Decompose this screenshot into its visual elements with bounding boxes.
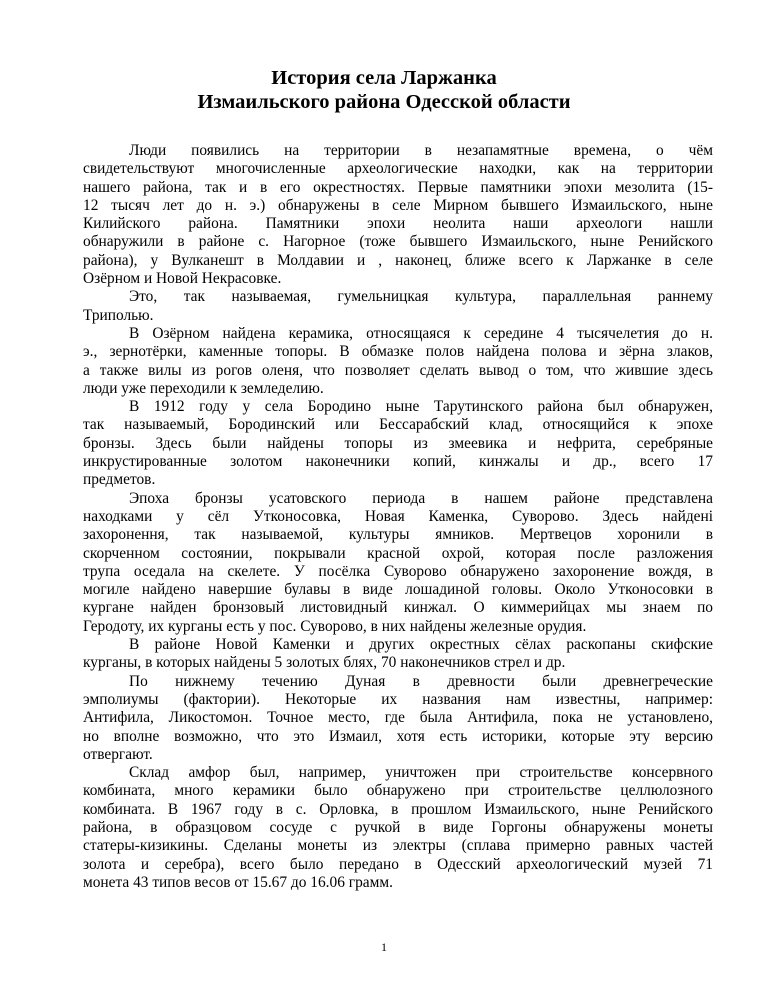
document-title	[0, 66, 768, 114]
title-line-1: История села Ларжанка	[271, 67, 497, 89]
paragraph-line: Килийского района. Памятники эпохи неолита наши археологи нашли	[83, 215, 713, 233]
paragraph-line: трупа оседала на скелете. У посёлка Суворово обнаружено захоронение вождя, в	[83, 562, 713, 580]
paragraph-line: свидетельствуют многочисленные археологические находки, как на территории	[83, 160, 713, 178]
paragraph-line: 12 тысяч лет до н. э.) обнаружены в селе Мирном бывшего Измаильского, ныне	[83, 196, 713, 214]
paragraph-line: люди уже переходили к земледелию.	[83, 379, 324, 397]
paragraph-line: находками у сёл Утконосовка, Новая Каменка, Суворово. Здесь найдені	[83, 507, 713, 525]
paragraph	[83, 288, 713, 325]
paragraph-line: Склад амфор был, например, уничтожен при строительстве консервного	[129, 764, 713, 782]
paragraph-line: В Озёрном найдена керамика, относящаяся к середине 4 тысячелетия до н.	[129, 324, 713, 342]
paragraph-line: Триполью.	[83, 306, 154, 324]
paragraph-line: инкрустированные золотом наконечники копий, кинжалы и др., всего 17	[83, 453, 713, 471]
paragraph-line: района), у Вулканешт в Молдавии и , наконец, ближе всего к Ларжанке в селе	[83, 251, 713, 269]
paragraph-line: эмполиумы (фактории). Некоторые их названия нам известны, например:	[83, 690, 713, 708]
paragraph-line: обнаружили в районе с. Нагорное (тоже бывшего Измаильского, ныне Ренийского	[83, 233, 713, 251]
paragraph-line: отвергают.	[83, 745, 153, 763]
paragraph-line: Это, так называемая, гумельницкая культура, параллельная раннему	[129, 288, 713, 306]
paragraph	[83, 325, 713, 398]
paragraph-line: Эпоха бронзы усатовского периода в нашем районе представлена	[129, 489, 713, 507]
paragraph-line: В 1912 году у села Бородино ныне Тарутинского района был обнаружен,	[129, 398, 713, 416]
paragraph-line: комбината. В 1967 году в с. Орловка, в прошлом Измаильского, ныне Ренийского	[83, 800, 713, 818]
paragraph-line: Люди появились на территории в незапамятные времена, о чём	[129, 142, 713, 159]
paragraph	[83, 490, 713, 636]
paragraph-line: нашего района, так и в его окрестностях. Первые памятники эпохи мезолита (15-	[83, 178, 713, 196]
document-body	[83, 142, 713, 892]
paragraph-line: комбината, много керамики было обнаружено при строительстве целлюлозного	[83, 782, 713, 800]
paragraph-line: Антифила, Ликостомон. Точное место, где была Антифила, пока не установлено,	[83, 709, 713, 727]
paragraph-line: Геродоту, их курганы есть у пос. Суворово, в них найдены железные орудия.	[83, 617, 587, 635]
paragraph-line: бронзы. Здесь были найдены топоры из змеевика и нефрита, серебряные	[83, 434, 713, 452]
paragraph-line: Озёрном и Новой Некрасовке.	[83, 270, 282, 288]
paragraph-line: кургане найден бронзовый листовидный кинжал. О киммерийцах мы знаем по	[83, 599, 713, 617]
page-number: 1	[381, 940, 387, 954]
paragraph-line: По нижнему течению Дуная в древности были древнегреческие	[129, 672, 713, 690]
paragraph-line: но вполне возможно, что это Измаил, хотя есть историки, которые эту версию	[83, 727, 713, 745]
paragraph	[83, 673, 713, 764]
paragraph-line: а также вилы из рогов оленя, что позволяет сделать вывод о том, что жившие здесь	[83, 361, 713, 379]
paragraph	[83, 398, 713, 489]
paragraph-line: так называемый, Бородинский или Бессарабский клад, относящийся к эпохе	[83, 416, 713, 434]
paragraph-line: скорченном состоянии, покрывали красной охрой, которая после разложения	[83, 544, 713, 562]
paragraph	[83, 636, 713, 673]
paragraph-line: В районе Новой Каменки и других окрестных сёлах раскопаны скифские	[129, 636, 713, 654]
paragraph-line: предметов.	[83, 471, 156, 489]
paragraph-line: курганы, в которых найдены 5 золотых блях, 70 наконечников стрел и др.	[83, 654, 566, 672]
title-line-2: Измаильского района Одесской области	[197, 91, 571, 113]
paragraph-line: могиле найдено навершие булавы в виде лошадиной головы. Около Утконосовки в	[83, 581, 713, 599]
paragraph-line: захоронення, так называемой, культуры ямников. Мертвецов хоронили в	[83, 526, 713, 544]
paragraph-line: статеры-кизикины. Сделаны монеты из электры (сплава примерно равных частей	[83, 837, 713, 855]
paragraph-line: золота и серебра), всего было передано в Одесский археологический музей 71	[83, 855, 713, 873]
paragraph	[83, 142, 713, 288]
paragraph-line: района, в образцовом сосуде с ручкой в виде Горгоны обнаружены монеты	[83, 818, 713, 836]
paragraph-line: э., зернотёрки, каменные топоры. В обмазке полов найдена полова и зёрна злаков,	[83, 343, 713, 361]
paragraph-line: монета 43 типов весов от 15.67 до 16.06 грамм.	[83, 873, 393, 891]
paragraph	[83, 764, 713, 892]
